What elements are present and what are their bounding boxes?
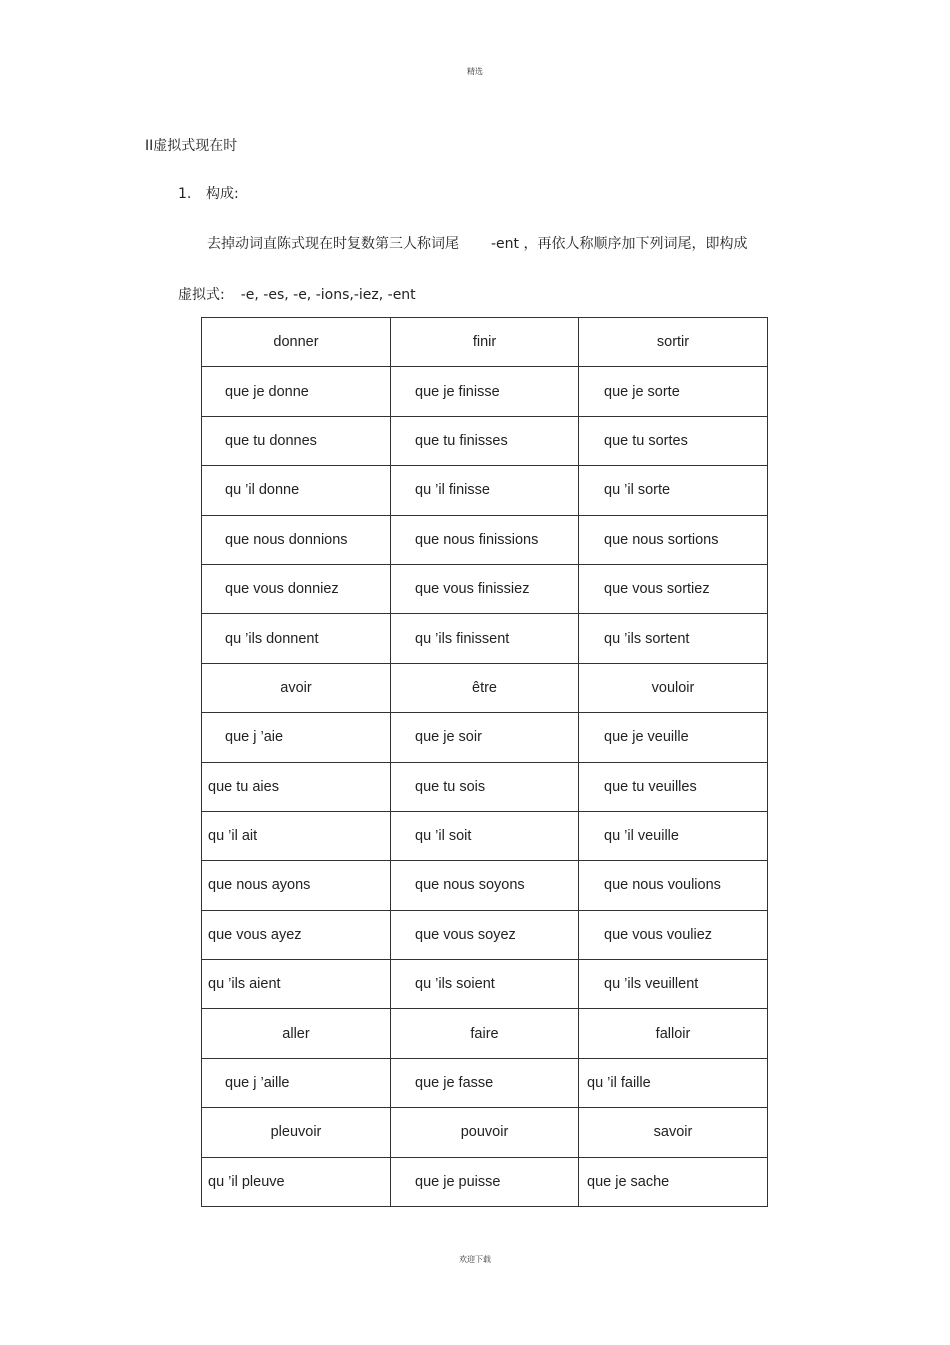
table-row (202, 713, 768, 762)
conjugation-cell: qu ’il finisse (391, 466, 579, 515)
conjugation-cell: que tu sortes (579, 416, 768, 465)
conjugation-table (201, 317, 768, 1207)
conjugation-cell: que tu veuilles (579, 762, 768, 811)
conjugation-cell: qu ’ils veuillent (579, 960, 768, 1009)
conjugation-cell: qu ’il donne (202, 466, 391, 515)
conjugation-cell: que je donne (202, 367, 391, 416)
ending-list: -e, -es, -e, -ions,-iez, -ent (240, 287, 416, 303)
table-header-row (202, 318, 768, 367)
verb-infinitive-cell: aller (202, 1009, 391, 1058)
conjugation-cell: que nous soyons (391, 861, 579, 910)
table-row (202, 564, 768, 613)
table-header-row (202, 1108, 768, 1157)
table-row (202, 960, 768, 1009)
conjugation-cell: que je puisse (391, 1157, 579, 1206)
conjugation-cell: que je soir (391, 713, 579, 762)
table-row (202, 1058, 768, 1107)
conjugation-cell: qu ’il faille (579, 1058, 768, 1107)
conjugation-cell: qu ’il sorte (579, 466, 768, 515)
page-header: 精选 (467, 67, 483, 76)
table-header-row (202, 663, 768, 712)
conjugation-cell: que nous donnions (202, 515, 391, 564)
verb-infinitive-cell: falloir (579, 1009, 768, 1058)
conjugation-cell: que nous ayons (202, 861, 391, 910)
conjugation-cell: que je fasse (391, 1058, 579, 1107)
section-title: II虚拟式现在时 (145, 138, 238, 154)
table-row (202, 367, 768, 416)
page-footer: 欢迎下载 (459, 1255, 491, 1264)
table-row (202, 1157, 768, 1206)
verb-infinitive-cell: pleuvoir (202, 1108, 391, 1157)
paragraph-line-1 (207, 233, 747, 253)
conjugation-cell: qu ’ils finissent (391, 614, 579, 663)
table-header-row (202, 1009, 768, 1058)
conjugation-cell: que nous voulions (579, 861, 768, 910)
conjugation-cell: qu ’il pleuve (202, 1157, 391, 1206)
table-row (202, 515, 768, 564)
verb-infinitive-cell: sortir (579, 318, 768, 367)
conjugation-cell: que tu aies (202, 762, 391, 811)
conjugation-cell: que je sache (579, 1157, 768, 1206)
paragraph-line-2 (178, 284, 416, 304)
verb-infinitive-cell: savoir (579, 1108, 768, 1157)
verb-infinitive-cell: pouvoir (391, 1108, 579, 1157)
conjugation-cell: que nous finissions (391, 515, 579, 564)
verb-infinitive-cell: finir (391, 318, 579, 367)
table-row (202, 416, 768, 465)
conjugation-cell: que vous donniez (202, 564, 391, 613)
subsection-heading (178, 183, 239, 203)
conjugation-cell: que nous sortions (579, 515, 768, 564)
conjugation-cell: qu ’ils sortent (579, 614, 768, 663)
table-row (202, 811, 768, 860)
conjugation-cell: qu ’ils aient (202, 960, 391, 1009)
conjugation-cell: que vous soyez (391, 910, 579, 959)
conjugation-cell: que tu finisses (391, 416, 579, 465)
subsection-label: 构成: (206, 186, 239, 202)
verb-infinitive-cell: donner (202, 318, 391, 367)
table-row (202, 762, 768, 811)
verb-infinitive-cell: vouloir (579, 663, 768, 712)
paragraph-text: -ent ，再依人称顺序加下列词尾，即构成 (491, 236, 748, 252)
conjugation-cell: que vous sortiez (579, 564, 768, 613)
table-row (202, 614, 768, 663)
verb-infinitive-cell: faire (391, 1009, 579, 1058)
verb-infinitive-cell: être (391, 663, 579, 712)
conjugation-cell: qu ’il veuille (579, 811, 768, 860)
conjugation-cell: que j ’aie (202, 713, 391, 762)
subsection-number: 1. (178, 186, 192, 202)
conjugation-cell: que je veuille (579, 713, 768, 762)
table-row (202, 861, 768, 910)
paragraph-text: 虚拟式: (178, 287, 225, 303)
conjugation-cell: que je sorte (579, 367, 768, 416)
conjugation-cell: que vous finissiez (391, 564, 579, 613)
conjugation-cell: que tu sois (391, 762, 579, 811)
conjugation-cell: qu ’ils donnent (202, 614, 391, 663)
conjugation-cell: que je finisse (391, 367, 579, 416)
conjugation-cell: que tu donnes (202, 416, 391, 465)
conjugation-cell: qu ’il ait (202, 811, 391, 860)
paragraph-text: 去掉动词直陈式现在时复数第三人称词尾 (207, 236, 459, 252)
conjugation-cell: que j ’aille (202, 1058, 391, 1107)
table-row (202, 466, 768, 515)
conjugation-cell: que vous vouliez (579, 910, 768, 959)
conjugation-cell: que vous ayez (202, 910, 391, 959)
verb-infinitive-cell: avoir (202, 663, 391, 712)
conjugation-cell: qu ’il soit (391, 811, 579, 860)
table-row (202, 910, 768, 959)
conjugation-cell: qu ’ils soient (391, 960, 579, 1009)
